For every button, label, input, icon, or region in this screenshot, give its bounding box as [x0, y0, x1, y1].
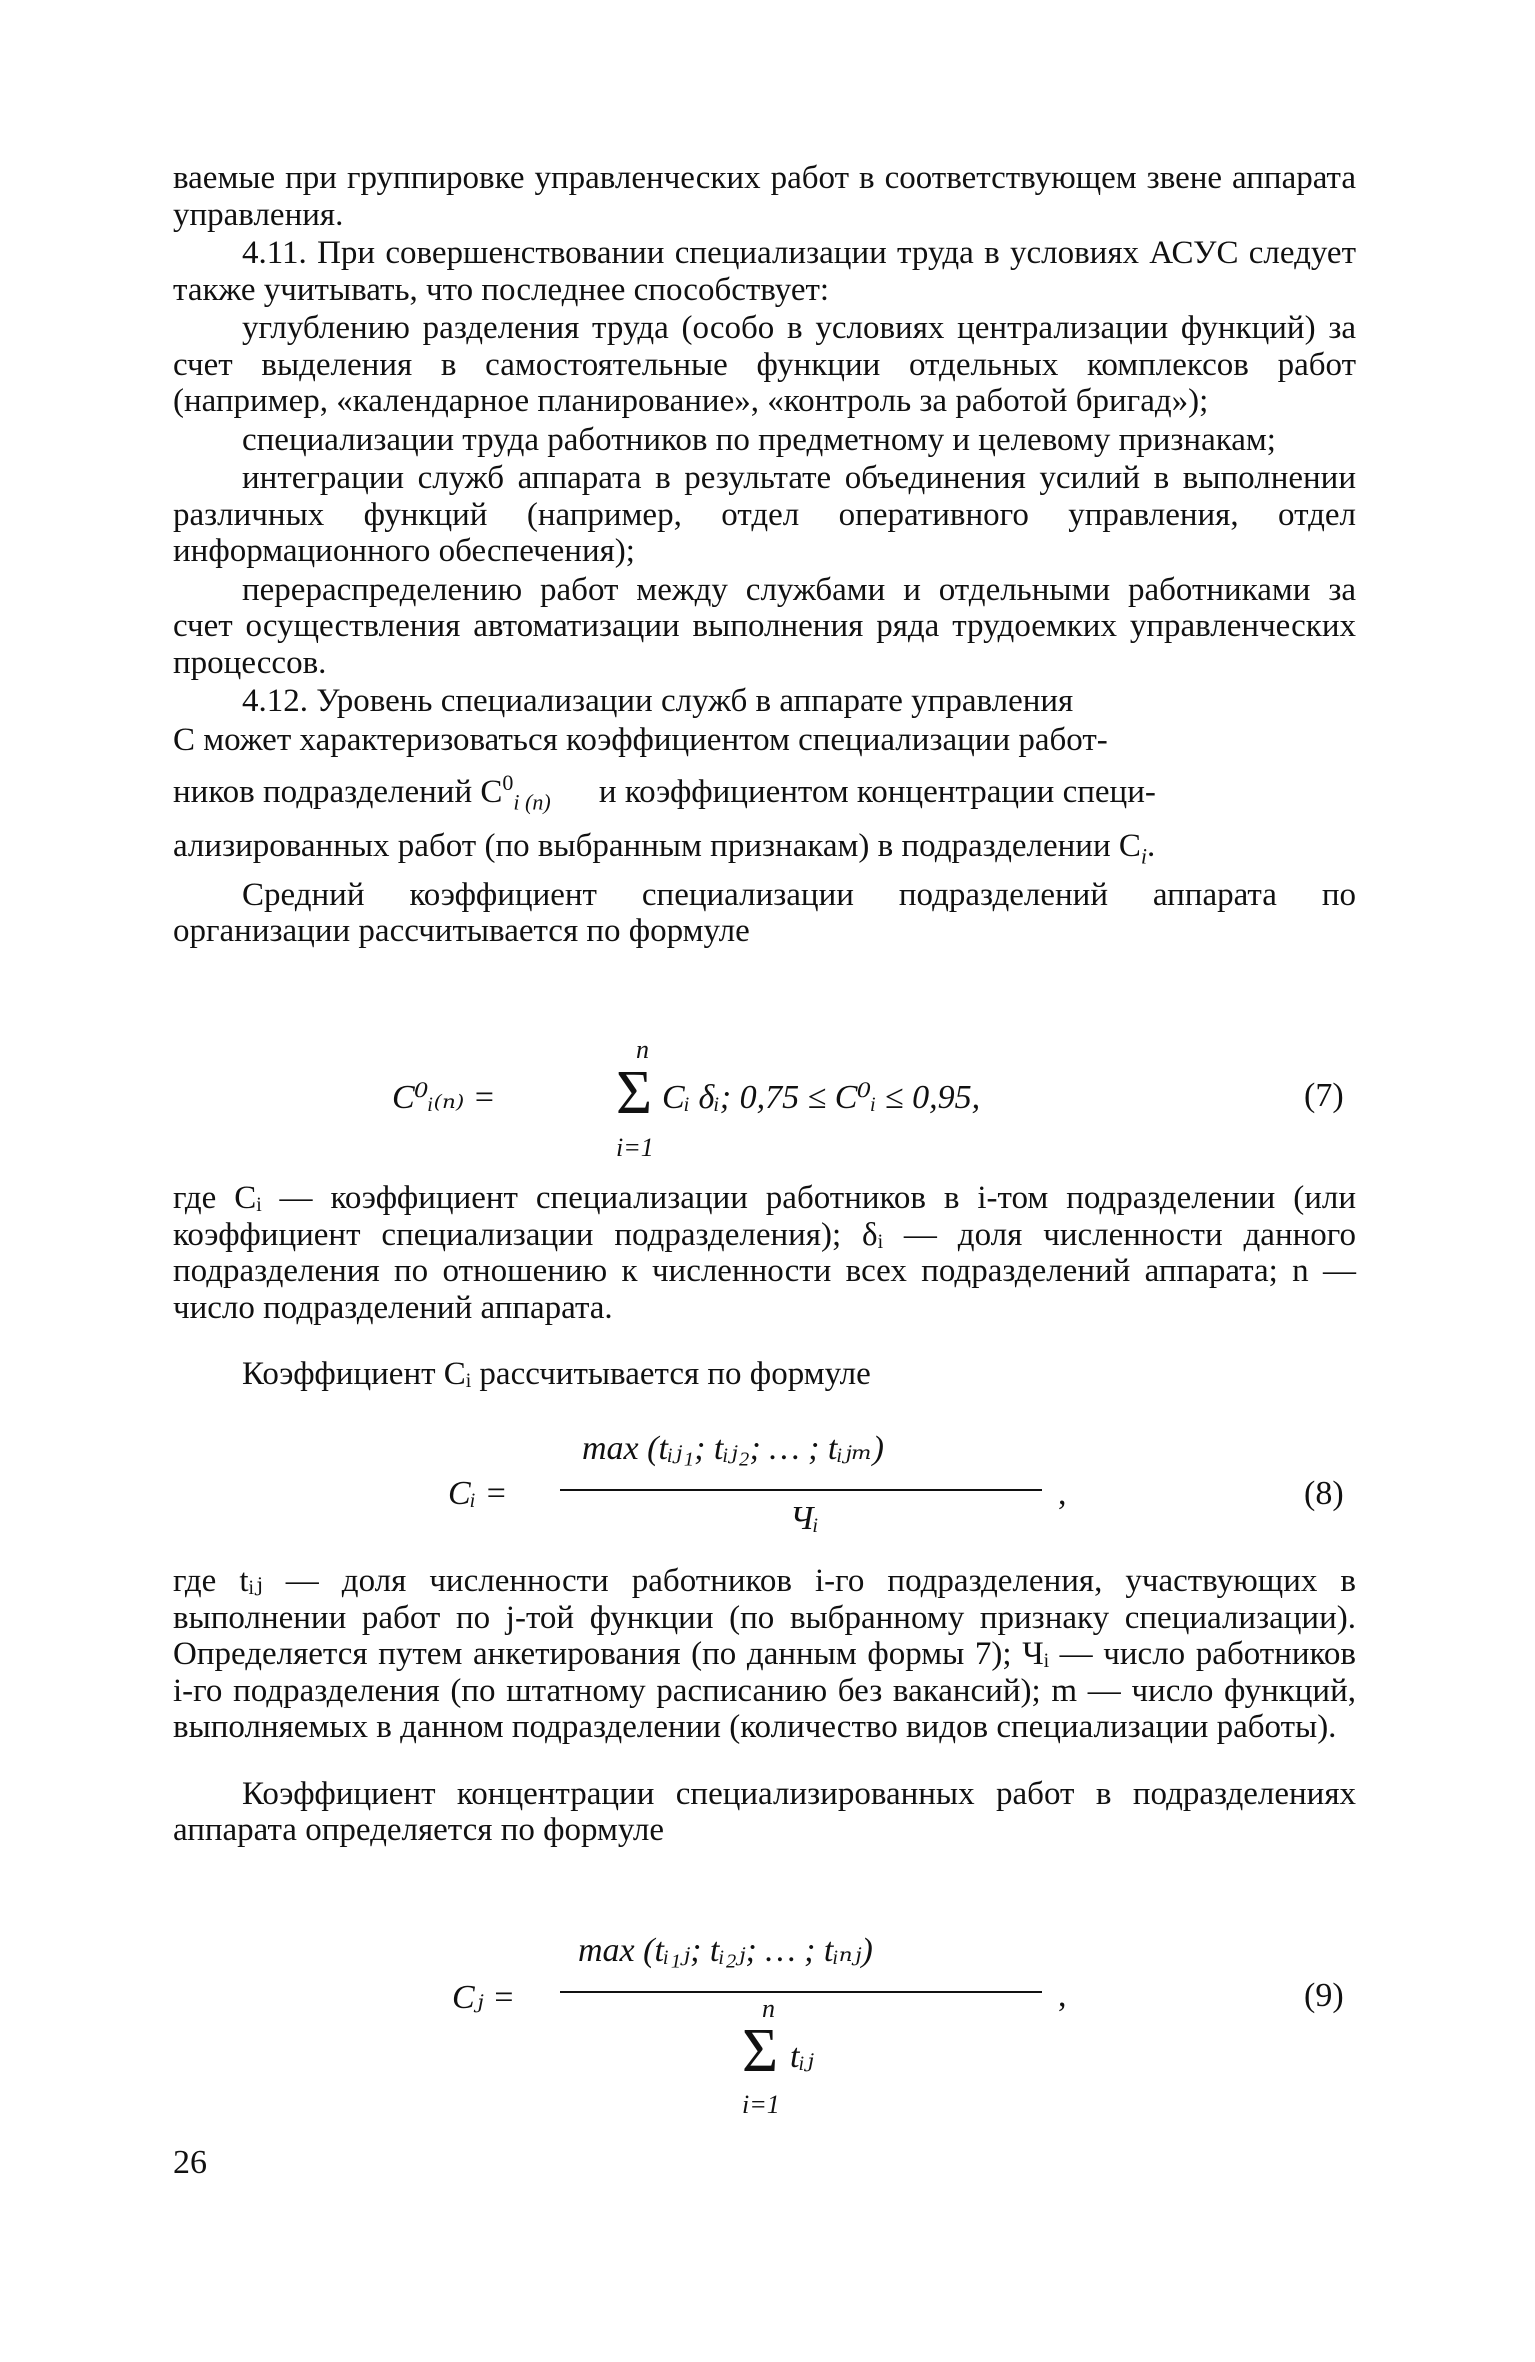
- formula-9-den-bottom: i=1: [742, 2090, 780, 2119]
- paragraph-4-12-line4: ализированных работ (по выбранным признакам) в подразделении $C_i$.: [173, 827, 1156, 869]
- text-middle: [173, 1180, 1356, 1395]
- formula-9-comma: ,: [1058, 1977, 1067, 2014]
- paragraph-redistribution: перераспределению работ между службами и отдельными работниками за счет осуществления автоматизации выполнения ряда трудоемких управленческих процессов.: [173, 571, 1356, 681]
- paragraph-ci-formula-intro: Коэффициент Cᵢ рассчитывается по формуле: [242, 1356, 871, 1392]
- formula-7-sigma: Σ: [616, 1059, 653, 1127]
- subscript: i (n): [513, 789, 551, 815]
- formula-9-lhs: Cⱼ =: [452, 1979, 516, 2016]
- formula-9-fraction-line: [560, 1991, 1042, 1993]
- text-lower: [173, 1563, 1356, 1851]
- formula-7-lhs: C⁰ᵢ₍ₙ₎ =: [392, 1079, 496, 1116]
- formula-9-numerator: max (tᵢ₁ⱼ; tᵢ₂ⱼ; … ; tᵢₙⱼ): [578, 1932, 873, 1969]
- paragraph-continuation: ваемые при группировке управленческих работ в соответствующем звене аппарата управления.: [173, 160, 1356, 233]
- text-run: и коэффициентом концентрации специ-: [598, 774, 1156, 810]
- formula-8-numerator: max (tᵢⱼ₁; tᵢⱼ₂; … ; tᵢⱼₘ): [582, 1430, 884, 1467]
- text-top: [173, 160, 1356, 952]
- formula-8-lhs: Cᵢ =: [448, 1475, 508, 1512]
- superscript: 0: [502, 770, 514, 795]
- paragraph-4-12-line2: С может характеризоваться коэффициентом специализации работ-: [173, 721, 1108, 758]
- paragraph-integration: интеграции служб аппарата в результате объединения усилий в выполнении различных функций (например, отдел оперативного управления, отдел информационного обеспечения);: [173, 460, 1356, 569]
- formula-8-denominator: Чᵢ: [790, 1500, 819, 1537]
- formula-8-fraction-line: [560, 1489, 1042, 1491]
- formula-9-den-top: n: [762, 1994, 775, 2023]
- paragraph-average-coefficient: Средний коэффициент специализации подразделений аппарата по организации рассчитывается по формуле: [173, 876, 1356, 950]
- paragraph-where-ci: где Cᵢ — коэффициент специализации работников в i-том подразделении (или коэффициент специализации подразделения); δᵢ — доля численности данного подразделения по отношению к численности всех подразделений аппарата; n — число подразделений аппарата.: [173, 1180, 1356, 1326]
- paragraph-where-tij: где tᵢⱼ — доля численности работников i-го подразделения, участвующих в выполнении работ по j-той функции (по выбранному признаку специализации). Определяется путем анкетирования (по данным формы 7); Чᵢ — число работников i-го подразделения (по штатному расписанию без вакансий); m — число функций, выполняемых в данном подразделении (количество видов специализации работы).: [173, 1563, 1356, 1745]
- formula-9-den-body: tᵢⱼ: [790, 2038, 814, 2075]
- paragraph-4-12-line1: 4.12. Уровень специализации служб в аппарате управления: [242, 683, 1074, 719]
- paragraph-specialization: специализации труда работников по предметному и целевому признакам;: [242, 421, 1276, 458]
- text-run: ников подразделений C: [173, 774, 503, 810]
- formula-9-number: (9): [1304, 1977, 1344, 2014]
- formula-7-body: Cᵢ δᵢ; 0,75 ≤ C⁰ᵢ ≤ 0,95,: [662, 1079, 981, 1116]
- paragraph-deepening: углублению разделения труда (особо в условиях централизации функций) за счет выделения в самостоятельные функции отдельных комплексов работ (например, «календарное планирование», «контроль за работой бригад»);: [173, 310, 1356, 419]
- page-number: 26: [173, 2144, 207, 2181]
- formula-9-sigma: Σ: [742, 2017, 779, 2085]
- subscript: i: [1140, 843, 1147, 869]
- paragraph-4-11: 4.11. При совершенствовании специализации труда в условиях АСУС следует также учитывать, что последнее способствует:: [173, 235, 1356, 308]
- formula-8-comma: ,: [1058, 1475, 1067, 1512]
- formula-7-sum-bottom: i=1: [616, 1133, 654, 1162]
- text-run: ализированных работ (по выбранным признакам) в подразделении C: [173, 827, 1141, 864]
- formula-8-number: (8): [1304, 1475, 1344, 1512]
- formula-7-number: (7): [1304, 1077, 1344, 1114]
- paragraph-concentration: Коэффициент концентрации специализированных работ в подразделениях аппарата определяется по формуле: [173, 1775, 1356, 1848]
- paragraph-4-12-line3: [173, 760, 1356, 826]
- formula-7-sum-top: n: [636, 1035, 649, 1064]
